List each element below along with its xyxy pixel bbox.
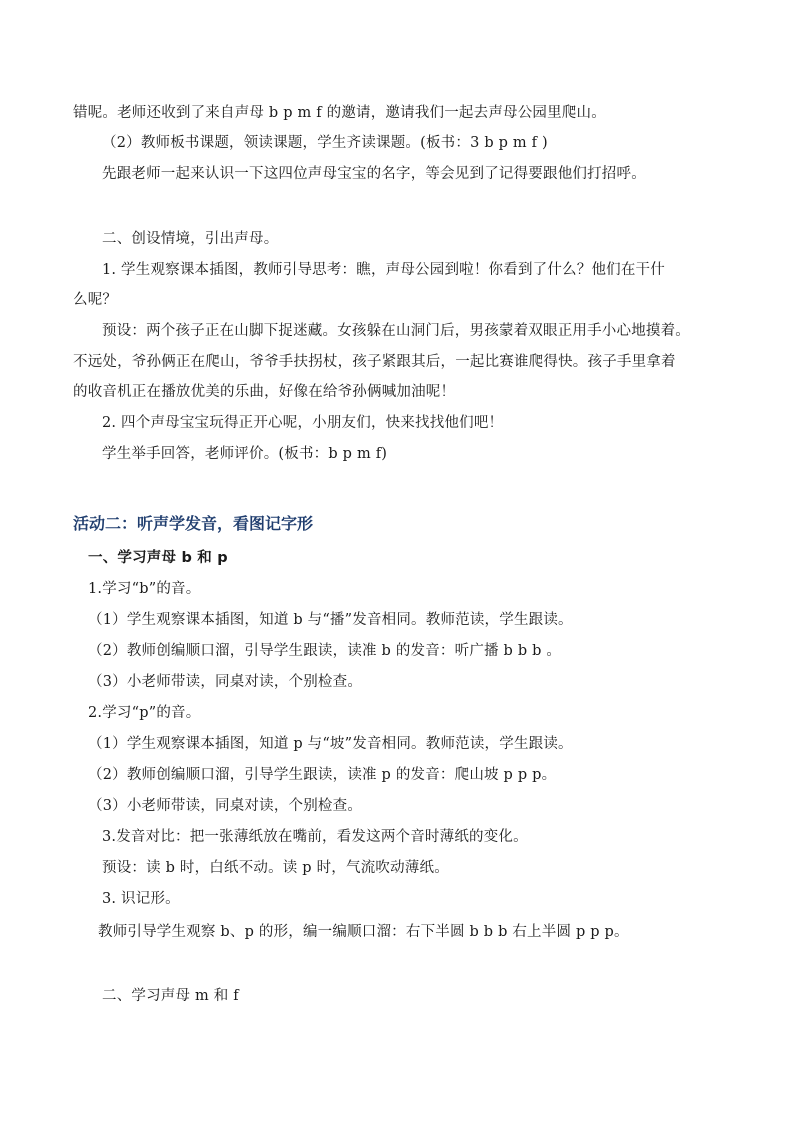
paragraph-recognize-shape: 3. 识记形。 [102, 891, 180, 907]
paragraph-p-step3: （3）小老师带读，同桌对读，个别检查。 [88, 798, 363, 814]
paragraph-find-them: 2. 四个声母宝宝玩得正开心呢，小朋友们，快来找找他们吧！ [102, 415, 504, 431]
paragraph-intro-continued: 错呢。老师还收到了来自声母 b p m f 的邀请，邀请我们一起去声母公园里爬山。 [73, 105, 606, 121]
paragraph-compare-preset: 预设：读 b 时，白纸不动。读 p 时，气流吹动薄纸。 [102, 860, 449, 876]
paragraph-observe-illustration-cont: 么呢？ [73, 292, 118, 308]
paragraph-preset-line3: 的收音机正在播放优美的乐曲，好像在给爷孙俩喊加油呢！ [73, 384, 456, 400]
subheading-learn-b-p: 一、学习声母 b 和 p [88, 550, 228, 566]
paragraph-b-step1: （1）学生观察课本插图，知道 b 与“播”发音相同。教师范读，学生跟读。 [88, 612, 573, 628]
paragraph-learn-b: 1.学习“b”的音。 [88, 581, 201, 597]
paragraph-p-step2: （2）教师创编顺口溜，引导学生跟读，读准 p 的发音：爬山坡 p p p。 [88, 767, 557, 783]
paragraph-recognize-names: 先跟老师一起来认识一下这四位声母宝宝的名字，等会见到了记得要跟他们打招呼。 [102, 166, 646, 182]
paragraph-p-step1: （1）学生观察课本插图，知道 p 与“坡”发音相同。教师范读，学生跟读。 [88, 736, 573, 752]
paragraph-students-answer: 学生举手回答，老师评价。(板书：b p m f) [102, 446, 388, 462]
activity-two-heading: 活动二：听声学发音，看图记字形 [73, 514, 314, 533]
paragraph-preset-line2: 不远处，爷孙俩正在爬山，爷爷手扶拐杖，孩子紧跟其后，一起比赛谁爬得快。孩子手里拿着 [73, 354, 676, 370]
paragraph-b-step2: （2）教师创编顺口溜，引导学生跟读，读准 b 的发音：听广播 b b b 。 [88, 643, 562, 659]
paragraph-board-title: （2）教师板书课题，领读课题，学生齐读课题。(板书：3 b p m f ) [102, 135, 548, 151]
paragraph-pronunciation-compare: 3.发音对比：把一张薄纸放在嘴前，看发这两个音时薄纸的变化。 [102, 829, 528, 845]
paragraph-observe-illustration: 1. 学生观察课本插图，教师引导思考：瞧，声母公园到啦！你看到了什么？他们在干什 [102, 262, 665, 278]
subheading-learn-m-f: 二、学习声母 m 和 f [102, 988, 239, 1004]
paragraph-learn-p: 2.学习“p”的音。 [88, 705, 201, 721]
paragraph-preset-line1: 预设：两个孩子正在山脚下捉迷藏。女孩躲在山洞门后，男孩蒙着双眼正用手小心地摸着。 [102, 323, 690, 339]
paragraph-b-step3: （3）小老师带读，同桌对读，个别检查。 [88, 674, 363, 690]
paragraph-shape-rhyme: 教师引导学生观察 b、p 的形，编一编顺口溜：右下半圆 b b b 右上半圆 p p p。 [98, 924, 629, 940]
section-heading-create-scene: 二、创设情境，引出声母。 [102, 231, 279, 247]
